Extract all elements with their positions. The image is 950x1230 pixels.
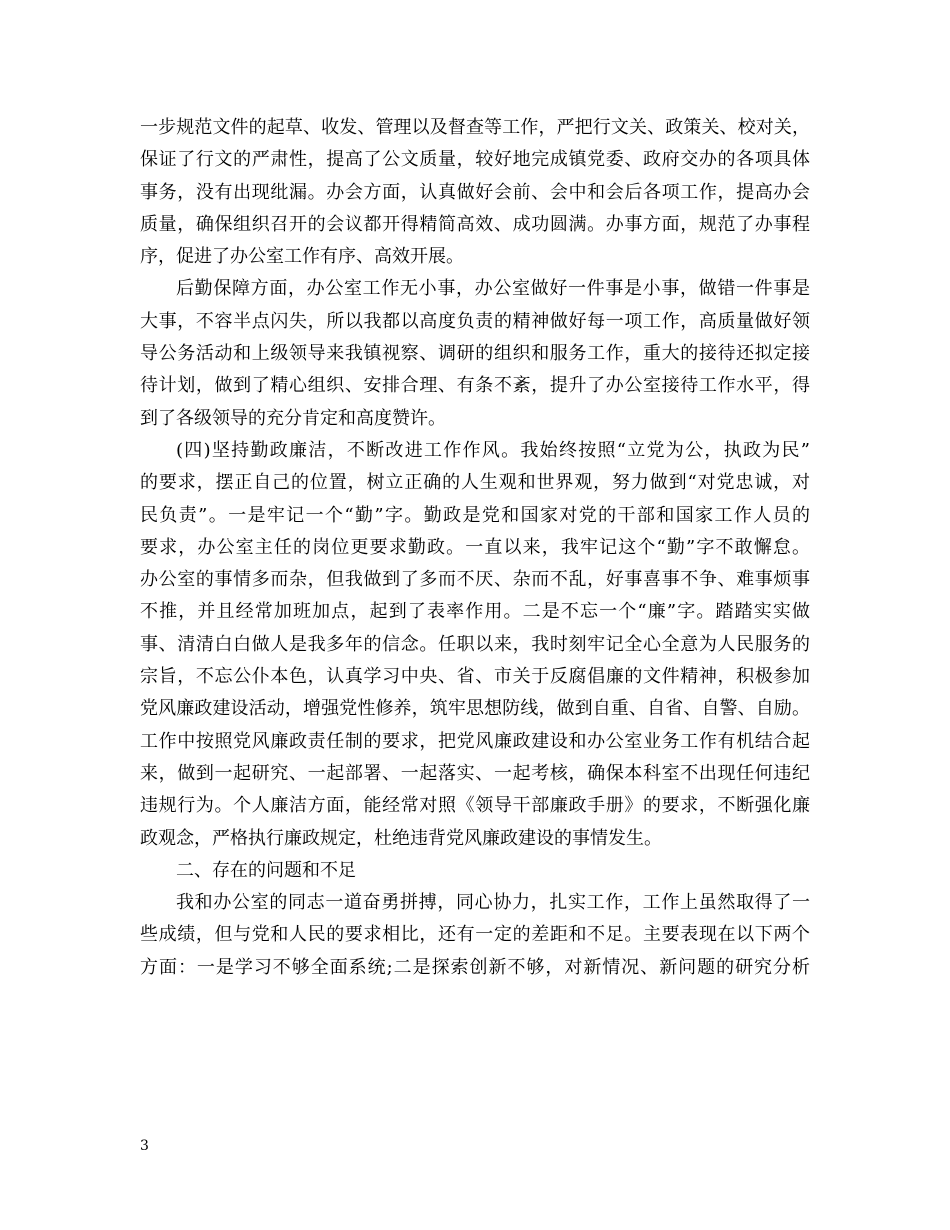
- text-line: 一步规范文件的起草、收发、管理以及督查等工作，严把行文关、政策关、校对关，: [140, 117, 810, 138]
- text-line: 事、清清白白做人是我多年的信念。任职以来，我时刻牢记全心全意为人民服务的: [140, 633, 810, 655]
- text-line: 些成绩，但与党和人民的要求相比，还有一定的差距和不足。主要表现在以下两个: [140, 924, 810, 946]
- page-number: 3: [140, 1138, 149, 1154]
- text-line: 民负责”。一是牢记一个“勤”字。勤政是党和国家对党的干部和国家工作人员的: [140, 504, 810, 526]
- text-line: 质量，确保组织召开的会议都开得精简高效、成功圆满。办事方面，规范了办事程: [140, 213, 810, 235]
- text-line: (四)坚持勤政廉洁，不断改进工作作风。我始终按照“立党为公，执政为民”: [176, 439, 810, 461]
- body-text: [140, 112, 810, 984]
- text-line: 的要求，摆正自己的位置，树立正确的人生观和世界观，努力做到“对党忠诚，对: [140, 472, 810, 494]
- text-line: 待计划，做到了精心组织、安排合理、有条不紊，提升了办公室接待工作水平，得: [140, 375, 810, 397]
- text-line: 导公务活动和上级领导来我镇视察、调研的组织和服务工作，重大的接待还拟定接: [140, 343, 810, 365]
- text-line: 序，促进了办公室工作有序、高效开展。: [140, 246, 464, 268]
- text-line: 要求，办公室主任的岗位更要求勤政。一直以来，我牢记这个“勤”字不敢懈怠。: [140, 536, 810, 558]
- text-line: 党风廉政建设活动，增强党性修养，筑牢思想防线，做到自重、自省、自警、自励。: [140, 698, 810, 720]
- text-line: 后勤保障方面，办公室工作无小事，办公室做好一件事是小事，做错一件事是: [176, 278, 810, 300]
- text-line: 来，做到一起研究、一起部署、一起落实、一起考核，确保本科室不出现任何违纪: [140, 762, 810, 784]
- text-line: 保证了行文的严肃性，提高了公文质量，较好地完成镇党委、政府交办的各项具体: [140, 149, 810, 171]
- text-line: 事务，没有出现纰漏。办会方面，认真做好会前、会中和会后各项工作，提高办会: [140, 181, 810, 203]
- text-line: 政观念，严格执行廉政规定，杜绝违背党风廉政建设的事情发生。: [140, 827, 662, 849]
- text-line: 宗旨，不忘公仆本色，认真学习中央、省、市关于反腐倡廉的文件精神，积极参加: [140, 666, 810, 688]
- section-heading: 二、存在的问题和不足: [176, 859, 356, 881]
- text-line: 违规行为。个人廉洁方面，能经常对照《领导干部廉政手册》的要求，不断强化廉: [140, 795, 810, 817]
- text-line: 不推，并且经常加班加点，起到了表率作用。二是不忘一个“廉”字。踏踏实实做: [140, 601, 810, 623]
- text-line: 办公室的事情多而杂，但我做到了多而不厌、杂而不乱，好事喜事不争、难事烦事: [140, 569, 810, 591]
- text-line: 方面：一是学习不够全面系统;二是探索创新不够，对新情况、新问题的研究分析: [140, 956, 810, 978]
- text-line: 我和办公室的同志一道奋勇拼搏，同心协力，扎实工作，工作上虽然取得了一: [176, 892, 810, 914]
- text-line: 工作中按照党风廉政责任制的要求，把党风廉政建设和办公室业务工作有机结合起: [140, 730, 810, 752]
- text-line: 大事，不容半点闪失，所以我都以高度负责的精神做好每一项工作，高质量做好领: [140, 310, 810, 332]
- text-line: 到了各级领导的充分肯定和高度赞许。: [140, 407, 446, 429]
